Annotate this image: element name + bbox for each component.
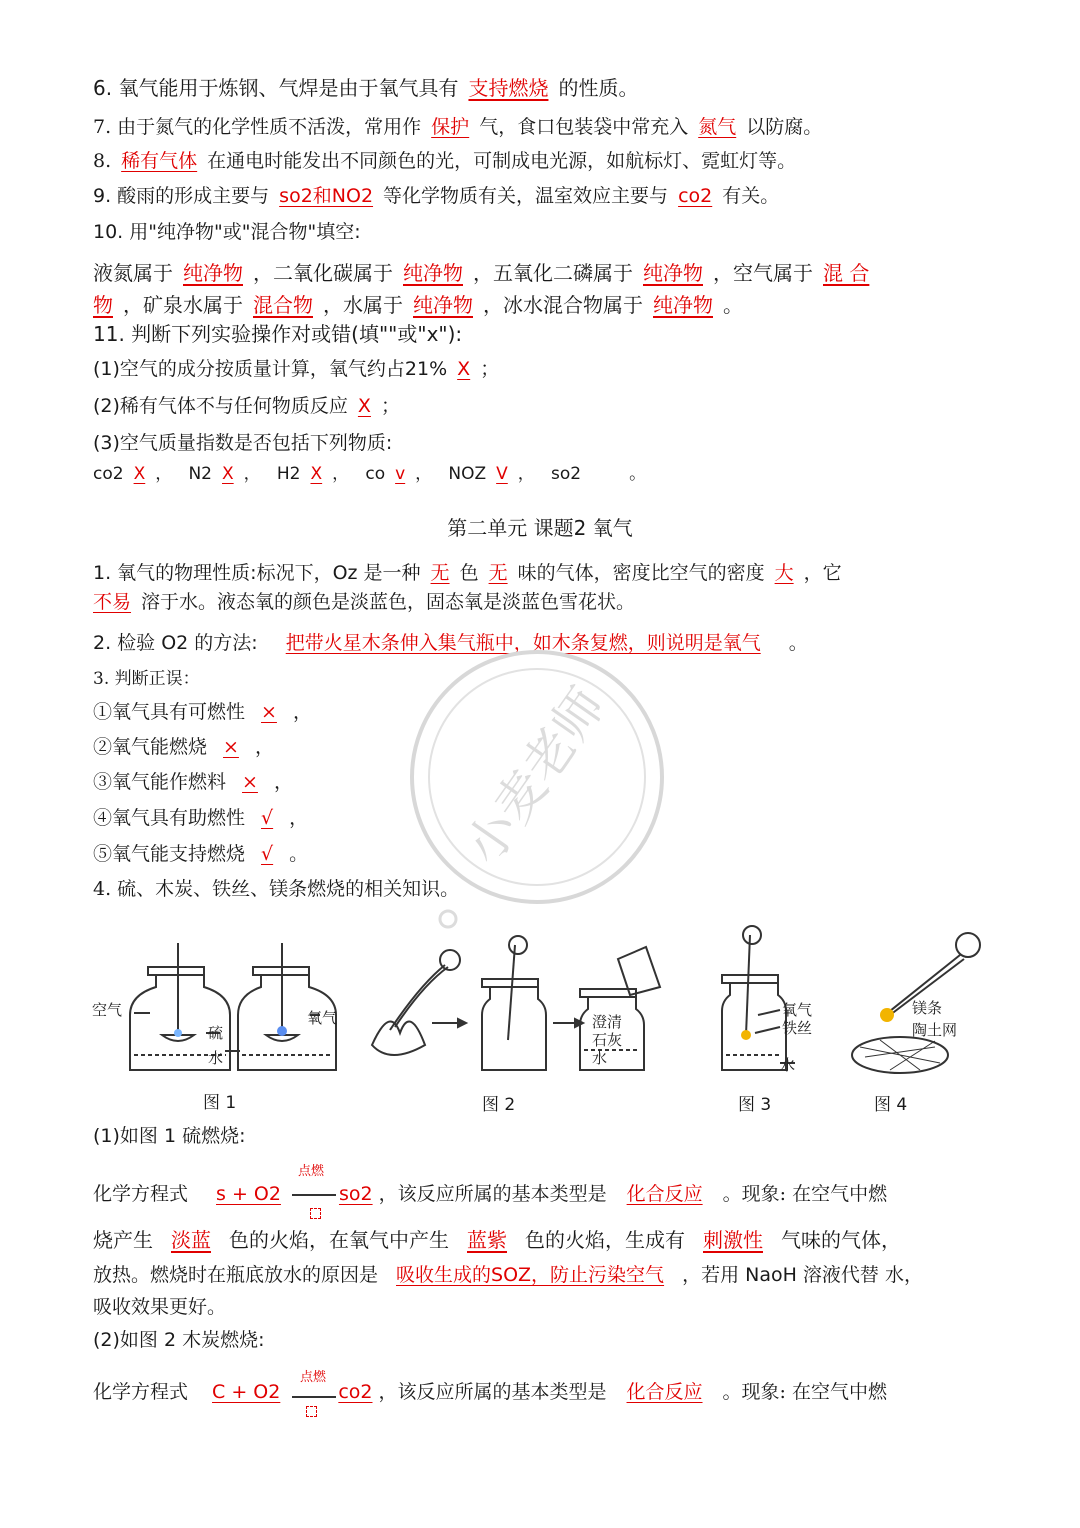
answer-blank: 刺激性 (703, 1228, 763, 1252)
label-sulfur: 硫 (208, 1024, 224, 1042)
sulfur-phenomenon-line-1 (93, 1226, 1020, 1254)
answer-blank: 无 (488, 562, 508, 584)
question-11-title: 11. 判断下列实验操作对或错(填""或"x"): (93, 322, 463, 346)
charcoal-equation-line (93, 1378, 1020, 1406)
list-item (551, 464, 646, 484)
question-text: ①氧气具有可燃性 (93, 701, 246, 723)
separator: ， (415, 464, 433, 484)
equation-products: so2 (338, 1183, 373, 1205)
question-text: ⑤氧气能支持燃烧 (93, 843, 246, 865)
answer-blank: 吸收生成的SOZ，防止污染空气 (396, 1264, 665, 1286)
answer-blank (581, 464, 629, 484)
answer-blank: X (310, 464, 323, 484)
unit-title: 第二单元 课题2 氧气 (447, 516, 633, 540)
answer-blank: √ (261, 807, 274, 829)
separator: 。 (629, 464, 647, 484)
question-6 (93, 74, 1020, 102)
answer-blank: 氮气 (698, 116, 737, 138)
answer-blank: 保护 (431, 116, 470, 138)
answer-blank: X (222, 464, 234, 484)
question-text: 6. 氧气能用于炼钢、气焊是由于氧气具有 (93, 76, 459, 100)
question-text: ②氧气能燃烧 (93, 736, 208, 758)
question-text: 放热。燃烧时在瓶底放水的原因是 (93, 1264, 379, 1286)
placeholder-box-icon (306, 1406, 317, 1417)
label-ceramic-net: 陶土网 (912, 1021, 958, 1039)
question-text: 的性质。 (558, 76, 639, 100)
question-text: 。 (289, 843, 309, 865)
answer-blank: × (242, 771, 258, 793)
question-text: ， (289, 807, 309, 829)
question-text: ，五氧化二磷属于 (473, 261, 633, 285)
figure-caption: 图 2 (482, 1095, 516, 1115)
question-text: 。现象: 在空气中燃 (722, 1381, 887, 1403)
substance-label: NOZ (448, 464, 487, 484)
question-text: 化学方程式 (93, 1381, 189, 1403)
question-text: 色 (459, 562, 479, 584)
answer-blank: 化合反应 (626, 1381, 703, 1403)
question-text: ，该反应所属的基本类型是 (378, 1183, 607, 1205)
separator: ， (517, 464, 535, 484)
question-text: 气味的气体， (781, 1228, 901, 1252)
question-11-item-2 (93, 392, 1020, 420)
answer-blank: 淡蓝 (171, 1228, 211, 1252)
question-text: 液氮属于 (93, 261, 173, 285)
question-text: (2)稀有气体不与任何物质反应 (93, 395, 348, 417)
question-text: 7. 由于氮气的化学性质不活泼，常用作 (93, 116, 422, 138)
question-text: 以防腐。 (746, 116, 823, 138)
list-item (365, 464, 443, 484)
answer-blank: 纯净物 (403, 261, 463, 285)
question-text: ； (480, 358, 500, 380)
question-text: ，它 (803, 562, 842, 584)
question-text: ，该反应所属的基本类型是 (378, 1381, 607, 1403)
question-text: 色的火焰，生成有 (525, 1228, 685, 1252)
question-text: 1. 氧气的物理性质:标况下，Oz 是一种 (93, 562, 421, 584)
combustion-title: 4. 硫、木炭、铁丝、镁条燃烧的相关知识。 (93, 878, 460, 900)
question-text: ，水属于 (323, 293, 403, 317)
question-text: ， (273, 771, 293, 793)
equation-reactants: s + O2 (216, 1183, 281, 1205)
answer-blank: 把带火星木条伸入集气瓶中，如木条复燃，则说明是氧气 (285, 632, 761, 654)
answer-blank: 纯净物 (183, 261, 243, 285)
figure-caption: 图 3 (738, 1095, 772, 1115)
list-item (93, 464, 183, 484)
sulfur-phenomenon-line-2 (93, 1261, 1020, 1289)
answer-blank: 化合反应 (626, 1183, 703, 1205)
charcoal-section-title: (2)如图 2 木炭燃烧: (93, 1329, 265, 1351)
oxygen-physical-properties-line-1 (93, 559, 1020, 587)
question-text: 9. 酸雨的形成主要与 (93, 185, 270, 207)
question-text: 。现象: 在空气中燃 (722, 1183, 888, 1205)
separator: ， (332, 464, 350, 484)
question-text: 溶于水。液态氧的颜色是淡蓝色，固态氧是淡蓝色雪花状。 (141, 591, 636, 613)
answer-blank: 纯净物 (643, 261, 703, 285)
figure-caption: 图 1 (203, 1093, 237, 1113)
label-limewater: 澄清 (592, 1013, 623, 1031)
list-item (277, 464, 360, 484)
question-11-item-1 (93, 355, 1020, 383)
question-10-line-1 (93, 259, 1020, 287)
question-text: 2. 检验 O2 的方法: (93, 632, 258, 654)
substance-label: N2 (188, 464, 212, 484)
question-text: 色的火焰，在氧气中产生 (229, 1228, 449, 1252)
sulfur-oxygen-bottle (238, 943, 336, 1070)
question-text: ，空气属于 (713, 261, 813, 285)
question-text: ， (292, 701, 312, 723)
question-text: ，矿泉水属于 (123, 293, 243, 317)
label-air: 空气 (92, 1001, 123, 1019)
watermark-stamp (402, 642, 672, 912)
substance-label: co (365, 464, 386, 484)
sulfur-section-title: (1)如图 1 硫燃烧: (93, 1125, 246, 1147)
label-water: 水 (780, 1056, 796, 1074)
answer-blank: V (496, 464, 508, 484)
question-text: ，若用 NaoH 溶液代替 水， (682, 1264, 923, 1286)
charcoal-bottle (482, 936, 546, 1070)
label-oxygen: 氧气 (307, 1009, 338, 1027)
answer-blank: X (357, 395, 371, 417)
question-text: 。 (788, 632, 808, 654)
list-item (448, 464, 545, 484)
label-limewater: 水 (592, 1049, 608, 1067)
answer-blank: 混 合 (823, 261, 870, 285)
reaction-condition: 点燃 (298, 1164, 325, 1179)
sulfur-phenomenon-line-3: 吸收效果更好。 (93, 1296, 227, 1318)
question-text: 味的气体，密度比空气的密度 (517, 562, 765, 584)
question-text: (1)空气的成分按质量计算，氧气约占21% (93, 358, 448, 380)
question-7 (93, 113, 1020, 141)
answer-blank: 稀有气体 (121, 150, 198, 172)
answer-blank: 纯净物 (653, 293, 713, 317)
answer-blank: co2 (678, 185, 713, 207)
question-10-title: 10. 用"纯净物"或"混合物"填空: (93, 221, 361, 243)
answer-blank: 物 (93, 293, 113, 317)
question-10-line-2 (93, 291, 1020, 319)
watermark-text: 小麦老师 (454, 677, 617, 875)
question-text: 有关。 (722, 185, 780, 207)
label-iron-wire: 铁丝 (782, 1019, 813, 1037)
answer-blank: 蓝紫 (467, 1228, 507, 1252)
label-magnesium: 镁条 (912, 999, 943, 1017)
charcoal-burner (372, 950, 460, 1055)
answer-blank: 不易 (93, 591, 132, 613)
judge-title: 3. 判断正误： (93, 669, 200, 689)
answer-blank: × (223, 736, 239, 758)
placeholder-box-icon (310, 1208, 321, 1219)
question-text: ， (254, 736, 274, 758)
question-text: 8. (93, 150, 112, 172)
sulfur-equation-line (93, 1180, 1020, 1208)
question-text: ③氧气能作燃料 (93, 771, 227, 793)
separator: ， (243, 464, 261, 484)
question-text: ④氧气具有助燃性 (93, 807, 246, 829)
question-text: ； (380, 395, 400, 417)
answer-blank: X (457, 358, 471, 380)
answer-blank: 支持燃烧 (468, 76, 549, 100)
separator: ， (155, 464, 173, 484)
question-text: 化学方程式 (93, 1183, 189, 1205)
question-text: 等化学物质有关，温室效应主要与 (383, 185, 669, 207)
question-text: ，冰水混合物属于 (483, 293, 643, 317)
label-oxygen: 氧气 (782, 1001, 813, 1019)
combustion-figures (90, 915, 990, 1085)
reaction-condition: 点燃 (300, 1370, 327, 1385)
answer-blank: × (261, 701, 277, 723)
answer-blank: √ (261, 843, 274, 865)
question-text: 烧产生 (93, 1228, 153, 1252)
list-item (188, 464, 271, 484)
label-water: 水 (208, 1049, 224, 1067)
equation-products: co2 (338, 1381, 373, 1403)
answer-blank: so2和NO2 (279, 185, 374, 207)
substance-label: so2 (551, 464, 582, 484)
question-text: 。 (723, 293, 743, 317)
answer-blank: X (133, 464, 146, 484)
question-text: 在通电时能发出不同颜色的光，可制成电光源，如航标灯、霓虹灯等。 (207, 150, 797, 172)
answer-blank: 混合物 (253, 293, 313, 317)
question-11-item-3: (3)空气质量指数是否包括下列物质: (93, 432, 393, 454)
iron-wire-bottle (722, 926, 786, 1070)
answer-blank: 无 (430, 562, 450, 584)
substance-label: H2 (276, 464, 301, 484)
question-text: ，二氧化碳属于 (253, 261, 393, 285)
answer-blank: 纯净物 (413, 293, 473, 317)
figure-caption: 图 4 (874, 1095, 908, 1115)
question-text: 气，食口包装袋中常充入 (479, 116, 689, 138)
oxygen-physical-properties-line-2 (93, 588, 1020, 616)
label-limewater: 石灰 (592, 1031, 623, 1049)
answer-blank: v (395, 464, 406, 484)
substance-label: co2 (93, 464, 124, 484)
equation-reactants: C + O2 (212, 1381, 281, 1403)
question-11-substances (93, 460, 1020, 488)
question-8 (93, 147, 1020, 175)
answer-blank: 大 (774, 562, 794, 584)
question-9 (93, 182, 1020, 210)
